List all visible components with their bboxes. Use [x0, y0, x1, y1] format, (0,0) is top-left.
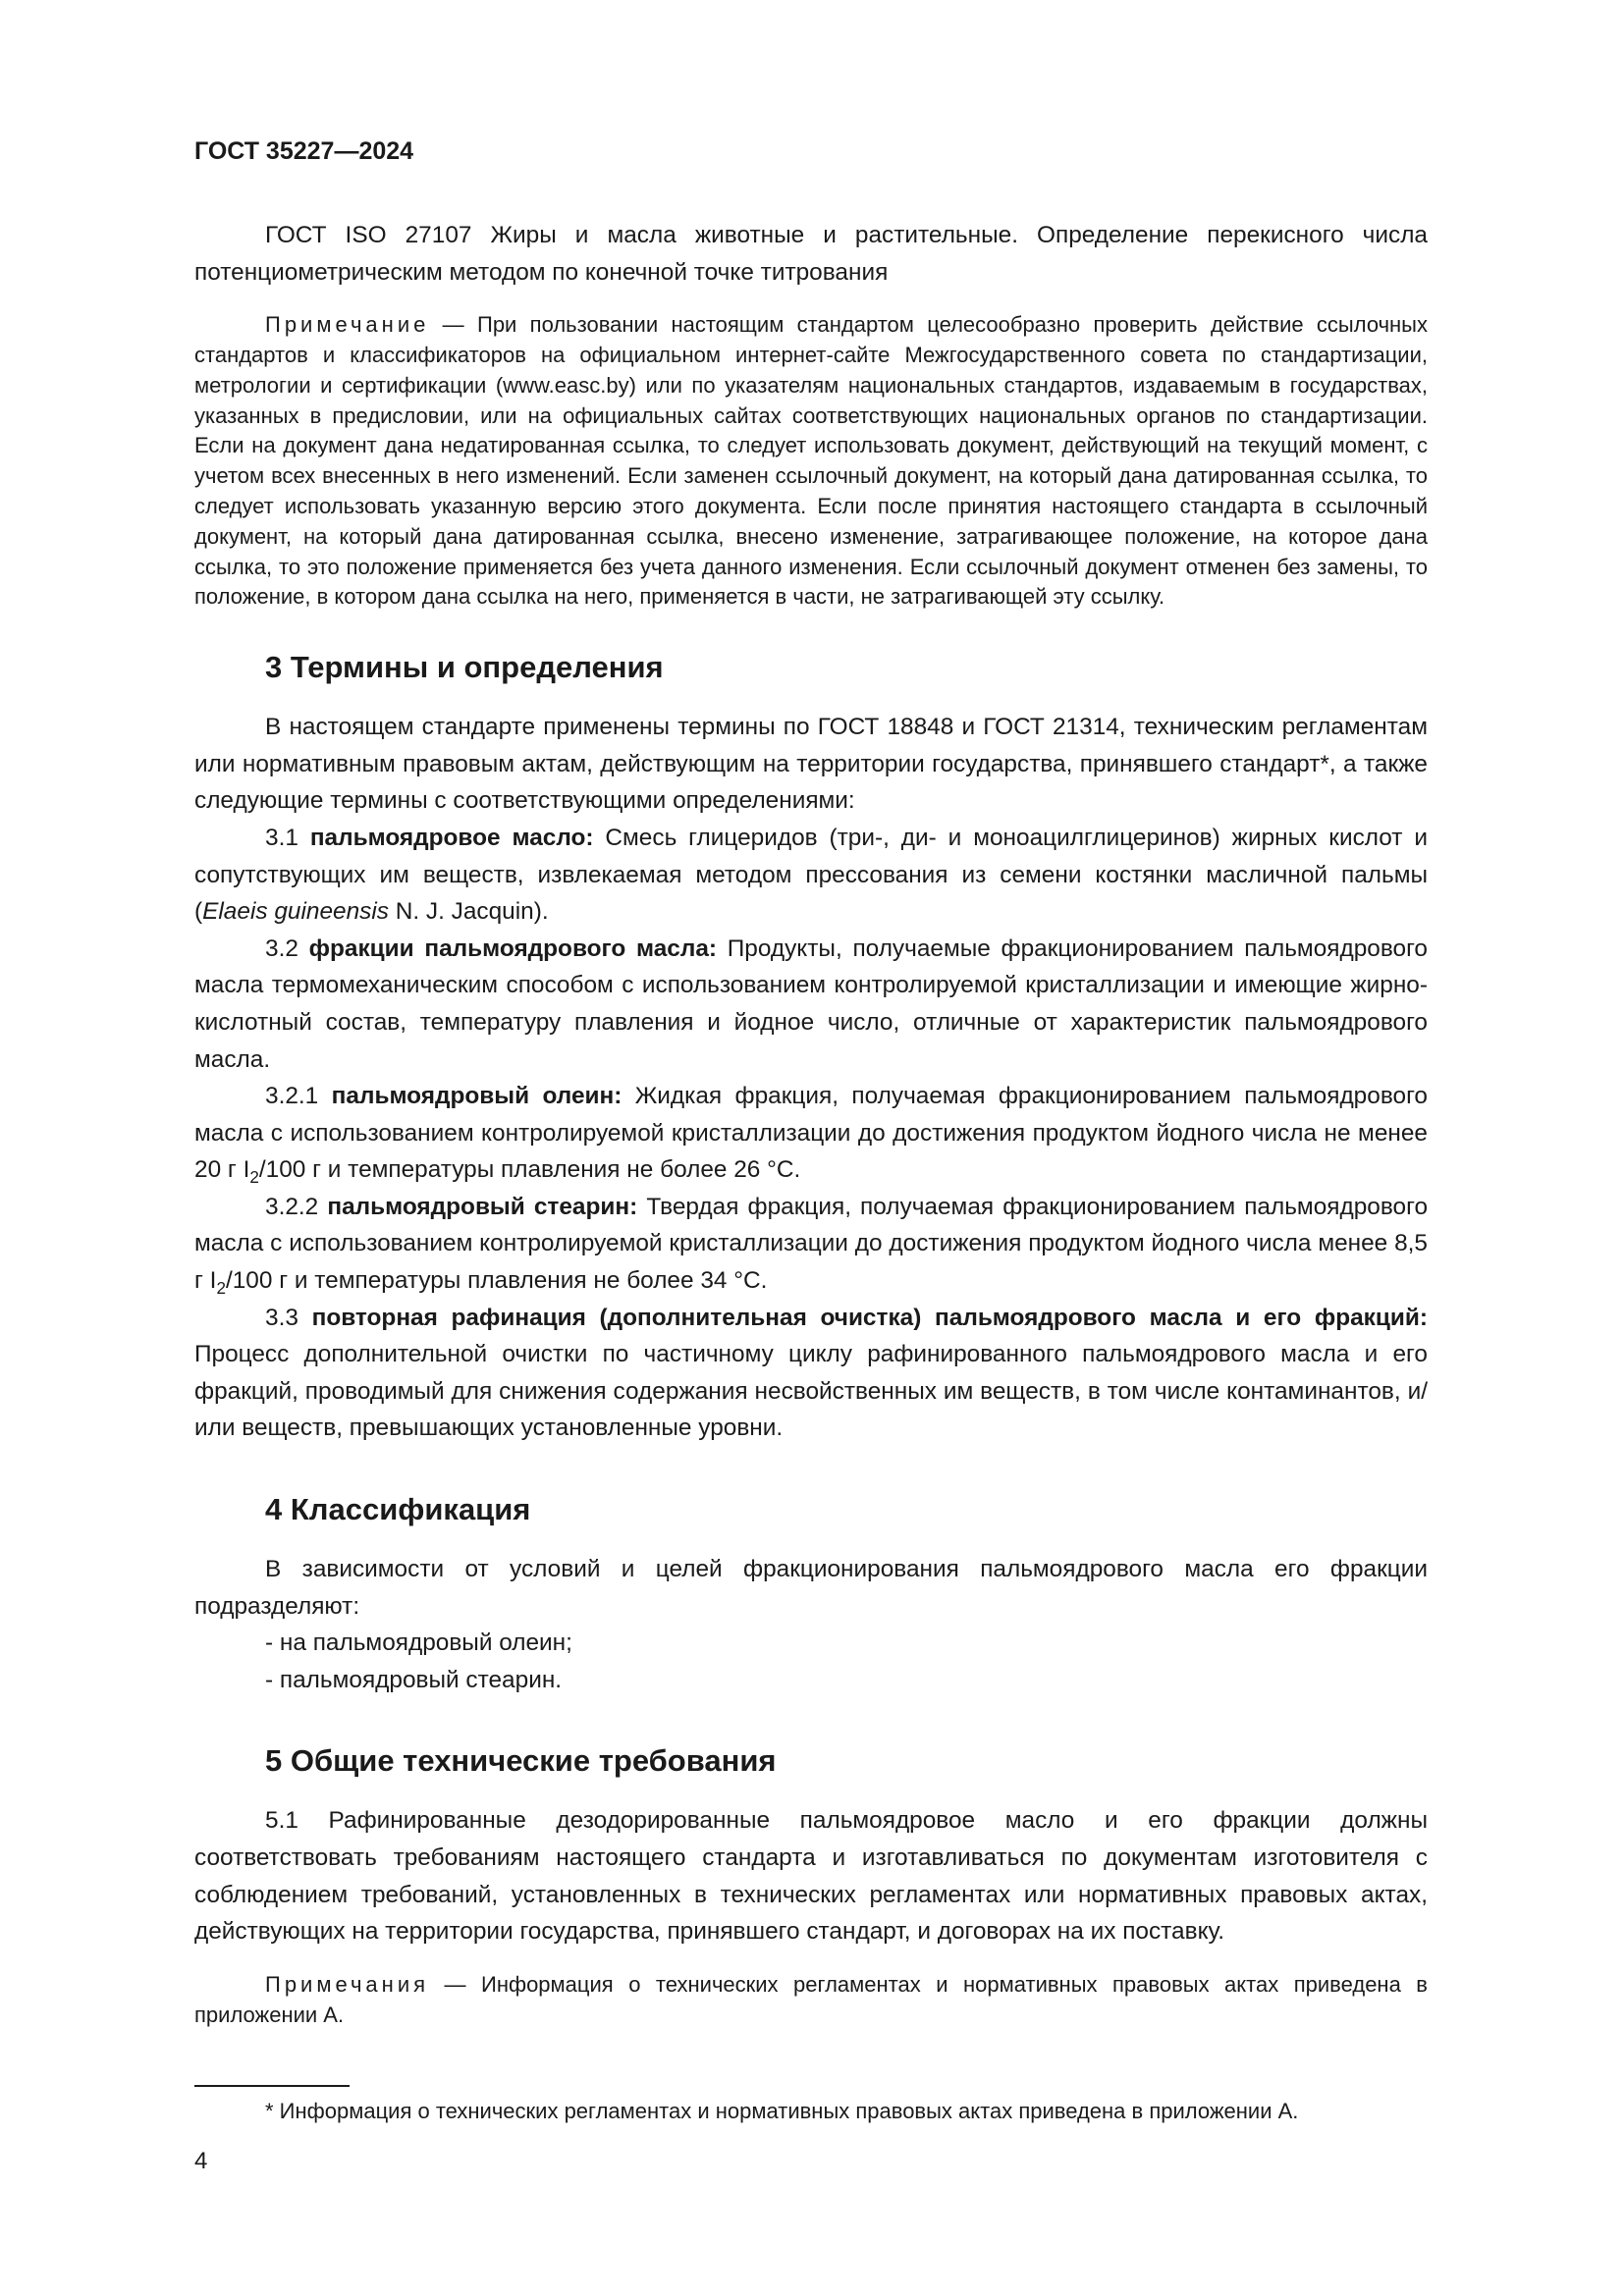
section-3-intro: В настоящем стандарте применены термины по ГОСТ 18848 и ГОСТ 21314, техническим регламентам или нормативным правовым актам, действующим на территории государства, принявшего стандарт*, а также следующие термины с соответствующими определениями: [194, 714, 1428, 815]
term-definition: Жидкая фракция, получаемая фракционированием пальмоядрового масла с использованием контролируемой кристаллизации до достижения продуктом йодного числа не менее 20 г I [194, 1083, 1428, 1184]
page-number: 4 [194, 2148, 208, 2175]
term-3-2-1 [194, 1078, 1428, 1189]
paragraph-5-1: 5.1 Рафинированные дезодорированные пальмоядровое масло и его фракции должны соответствовать требованиям настоящего стандарта и изготавливаться по документам изготовителя с соблюдением требований, установленных в технических регламентах или нормативных правовых актах, действующих на территории государства, принявшего стандарт, и договорах на их поставку. [194, 1807, 1428, 1946]
document-page [194, 137, 1428, 2175]
term-definition: Смесь глицеридов (три-, ди- и моноацилглицеринов) жирных кислот и сопутствующих им веществ, извлекаемая методом прессования из семени костянки масличной пальмы ( [194, 824, 1428, 926]
classification-item-stearin: - пальмоядровый стеарин. [265, 1666, 563, 1693]
term-name: повторная рафинация (дополнительная очистка) пальмоядрового масла и его фракций: [311, 1304, 1428, 1331]
note-label: Примечание [265, 312, 430, 338]
term-number: 3.2.2 [265, 1193, 328, 1220]
section-3-title: 3 Термины и определения [265, 650, 664, 685]
references-note [194, 310, 1428, 613]
latin-name: Elaeis guineensis [202, 898, 389, 926]
note-label: Примечания [265, 1971, 430, 1997]
note-text: — Информация о технических регламентах и нормативных правовых актах приведена в приложении А. [194, 1971, 1428, 2027]
term-3-3 [194, 1300, 1428, 1447]
section-5-title: 5 Общие технические требования [265, 1743, 777, 1779]
subscript: 2 [249, 1168, 259, 1188]
reference-item: ГОСТ ISO 27107 Жиры и масла животные и растительные. Определение перекисного числа потенциометрическим методом по конечной точке титрования [194, 222, 1428, 286]
term-number: 3.2.1 [265, 1083, 332, 1110]
term-3-2 [194, 931, 1428, 1078]
term-name: пальмоядровый стеарин: [327, 1193, 638, 1220]
term-3-1 [194, 820, 1428, 931]
footnote: * Информация о технических регламентах и нормативных правовых актах приведена в приложении А. [265, 2099, 1299, 2124]
subscript: 2 [216, 1279, 226, 1299]
term-definition-end: N. J. Jacquin). [388, 898, 549, 926]
term-definition: Твердая фракция, получаемая фракционированием пальмоядрового масла с использованием контролируемой кристаллизации до достижения продуктом йодного числа менее 8,5 г I [194, 1193, 1429, 1295]
term-number: 3.3 [265, 1304, 312, 1331]
section-4-title: 4 Классификация [265, 1492, 531, 1527]
term-name: пальмоядровый олеин: [331, 1083, 623, 1110]
term-definition: Продукты, получаемые фракционированием пальмоядрового масла термомеханическим способом с использованием контролируемой кристаллизации и имеющие жирно-кислотный состав, температуру плавления и йодное число, отличные от характеристик пальмоядрового масла. [194, 934, 1428, 1073]
section-4-intro: В зависимости от условий и целей фракционирования пальмоядрового масла его фракции подразделяют: [194, 1556, 1428, 1620]
term-definition: Процесс дополнительной очистки по частичному циклу рафинированного пальмоядрового масла и его фракций, проводимый для снижения содержания несвойственных им веществ, в том числе контаминантов, и/или веществ, превышающих установленные уровни. [194, 1341, 1428, 1442]
term-name: фракции пальмоядрового масла: [308, 934, 718, 962]
note-text: — При пользовании настоящим стандартом целесообразно проверить действие ссылочных стандартов и классификаторов на официальном интернет-сайте Межгосударственного совета по стандартизации, метрологии и сертификации (www.easc.by) или по указателям национальных стандартов, издаваемым в государствах, указанных в предисловии, или на официальных сайтах соответствующих национальных органов по стандартизации. Если на документ дана недатированная ссылка, то следует использовать документ, действующий на текущий момент, с учетом всех внесенных в него изменений. Если заменен ссылочный документ, на который дана датированная ссылка, то следует использовать указанную версию этого документа. Если после принятия настоящего стандарта в ссылочный документ, на который дана датированная ссылка, внесено изменение, затрагивающее положение, на которое дана ссылка, то это положение применяется без учета данного изменения. Если ссылочный документ отменен без замены, то положение, в котором дана ссылка на него, применяется в части, не затрагивающей эту ссылку. [194, 312, 1428, 610]
section-5-note [194, 1970, 1428, 2031]
term-name: пальмоядровое масло: [309, 824, 594, 851]
term-definition-end: /100 г и температуры плавления не более 34 °С. [225, 1267, 768, 1295]
term-definition-end: /100 г и температуры плавления не более 26 °С. [258, 1156, 801, 1184]
term-3-2-2 [194, 1189, 1428, 1300]
classification-item-olein: - на пальмоядровый олеин; [265, 1629, 572, 1657]
term-number: 3.1 [265, 824, 310, 851]
term-number: 3.2 [265, 934, 309, 962]
footnote-separator [194, 2085, 350, 2087]
document-id-header: ГОСТ 35227—2024 [194, 137, 414, 165]
